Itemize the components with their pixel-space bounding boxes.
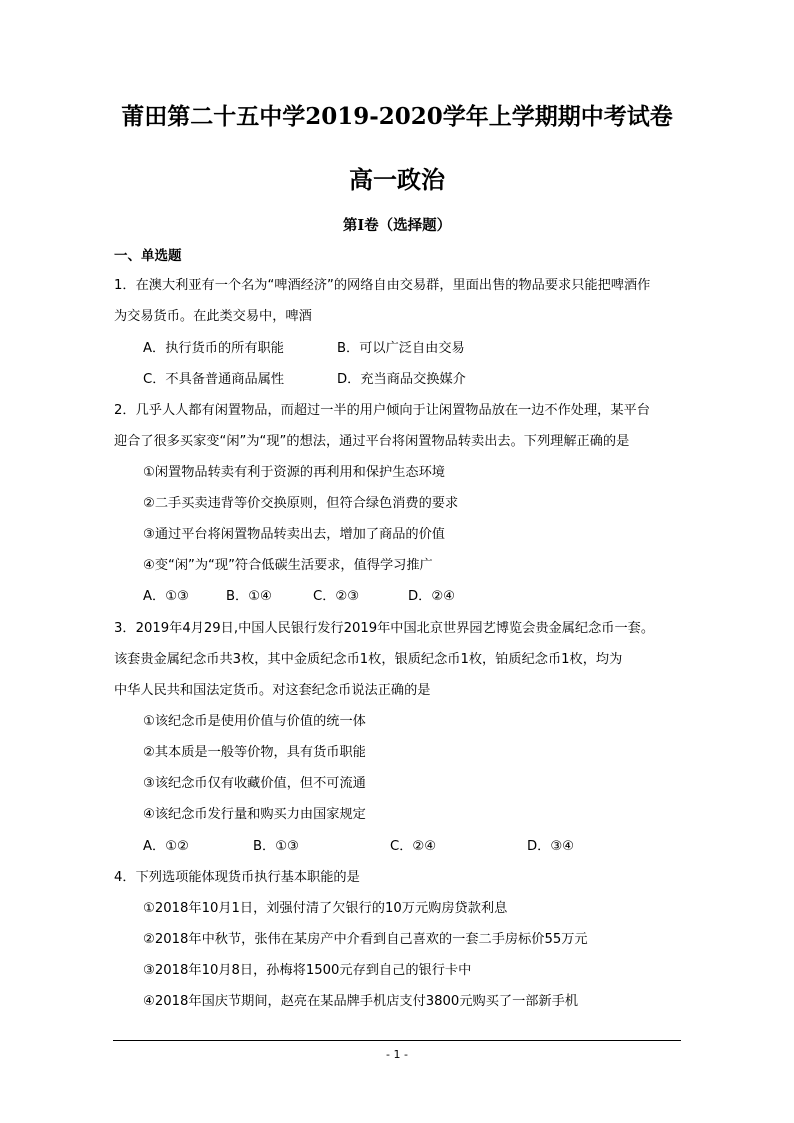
q1-option-d: D．充当商品交换媒介: [337, 372, 466, 387]
q1-option-b: B．可以广泛自由交易: [337, 341, 465, 356]
page-number: - 1 -: [386, 1048, 408, 1061]
q1-line-1: 1．在澳大利亚有一个名为“啤酒经济”的网络自由交易群，里面出售的物品要求只能把啤酒作: [114, 278, 651, 293]
q2-line-2: 迎合了很多买家变“闲”为“现”的想法，通过平台将闲置物品转卖出去。下列理解正确的是: [114, 434, 630, 449]
q3-option-a: A．①②: [143, 839, 189, 854]
q3-option-c: C．②④: [390, 839, 437, 854]
q4-line-1: 4．下列选项能体现货币执行基本职能的是: [114, 870, 360, 885]
q4-item-3: ③2018年10月8日，孙梅将1500元存到自己的银行卡中: [143, 963, 472, 978]
q2-item-1: ①闲置物品转卖有利于资源的再利用和保护生态环境: [143, 465, 445, 480]
q3-item-3: ③该纪念币仅有收藏价值，但不可流通: [143, 776, 366, 791]
q2-line-1: 2．几乎人人都有闲置物品，而超过一半的用户倾向于让闲置物品放在一边不作处理，某平台: [114, 403, 650, 418]
part-heading: 一、单选题: [114, 248, 182, 264]
q3-line-2: 该套贵金属纪念币共3枚，其中金质纪念币1枚，银质纪念币1枚，铂质纪念币1枚，均为: [114, 652, 623, 667]
q2-item-2: ②二手买卖违背等价交换原则，但符合绿色消费的要求: [143, 496, 459, 511]
q2-option-a: A．①③: [143, 589, 189, 604]
q4-item-1: ①2018年10月1日，刘强付清了欠银行的10万元购房贷款利息: [143, 901, 508, 916]
q2-option-b: B．①④: [226, 589, 272, 604]
q3-item-4: ④该纪念币发行量和购买力由国家规定: [143, 807, 366, 822]
q3-option-b: B．①③: [253, 839, 299, 854]
q1-line-2: 为交易货币。在此类交易中，啤酒: [114, 309, 312, 324]
q3-line-1: 3．2019年4月29日,中国人民银行发行2019年中国北京世界园艺博览会贵金属纪念币一套。: [114, 621, 655, 636]
q4-item-2: ②2018年中秋节，张伟在某房产中介看到自己喜欢的一套二手房标价55万元: [143, 932, 588, 947]
q2-item-4: ④变“闲”为“现”符合低碳生活要求，值得学习推广: [143, 558, 433, 573]
q3-item-1: ①该纪念币是使用价值与价值的统一体: [143, 714, 366, 729]
section-title: 第I卷（选择题）: [342, 217, 452, 234]
subject-title: 高一政治: [349, 165, 445, 194]
q3-option-d: D．③④: [527, 839, 574, 854]
q2-item-3: ③通过平台将闲置物品转卖出去，增加了商品的价值: [143, 527, 445, 542]
q2-option-d: D．②④: [408, 589, 455, 604]
q3-item-2: ②其本质是一般等价物，具有货币职能: [143, 745, 366, 760]
q4-item-4: ④2018年国庆节期间，赵亮在某品牌手机店支付3800元购买了一部新手机: [143, 994, 579, 1009]
q1-option-a: A．执行货币的所有职能: [143, 341, 284, 356]
footer-rule: [113, 1040, 681, 1041]
exam-title: 莆田第二十五中学2019-2020学年上学期期中考试卷: [121, 103, 673, 130]
q3-line-3: 中华人民共和国法定货币。对这套纪念币说法正确的是: [114, 683, 431, 698]
q2-option-c: C．②③: [313, 589, 360, 604]
q1-option-c: C．不具备普通商品属性: [143, 372, 285, 387]
